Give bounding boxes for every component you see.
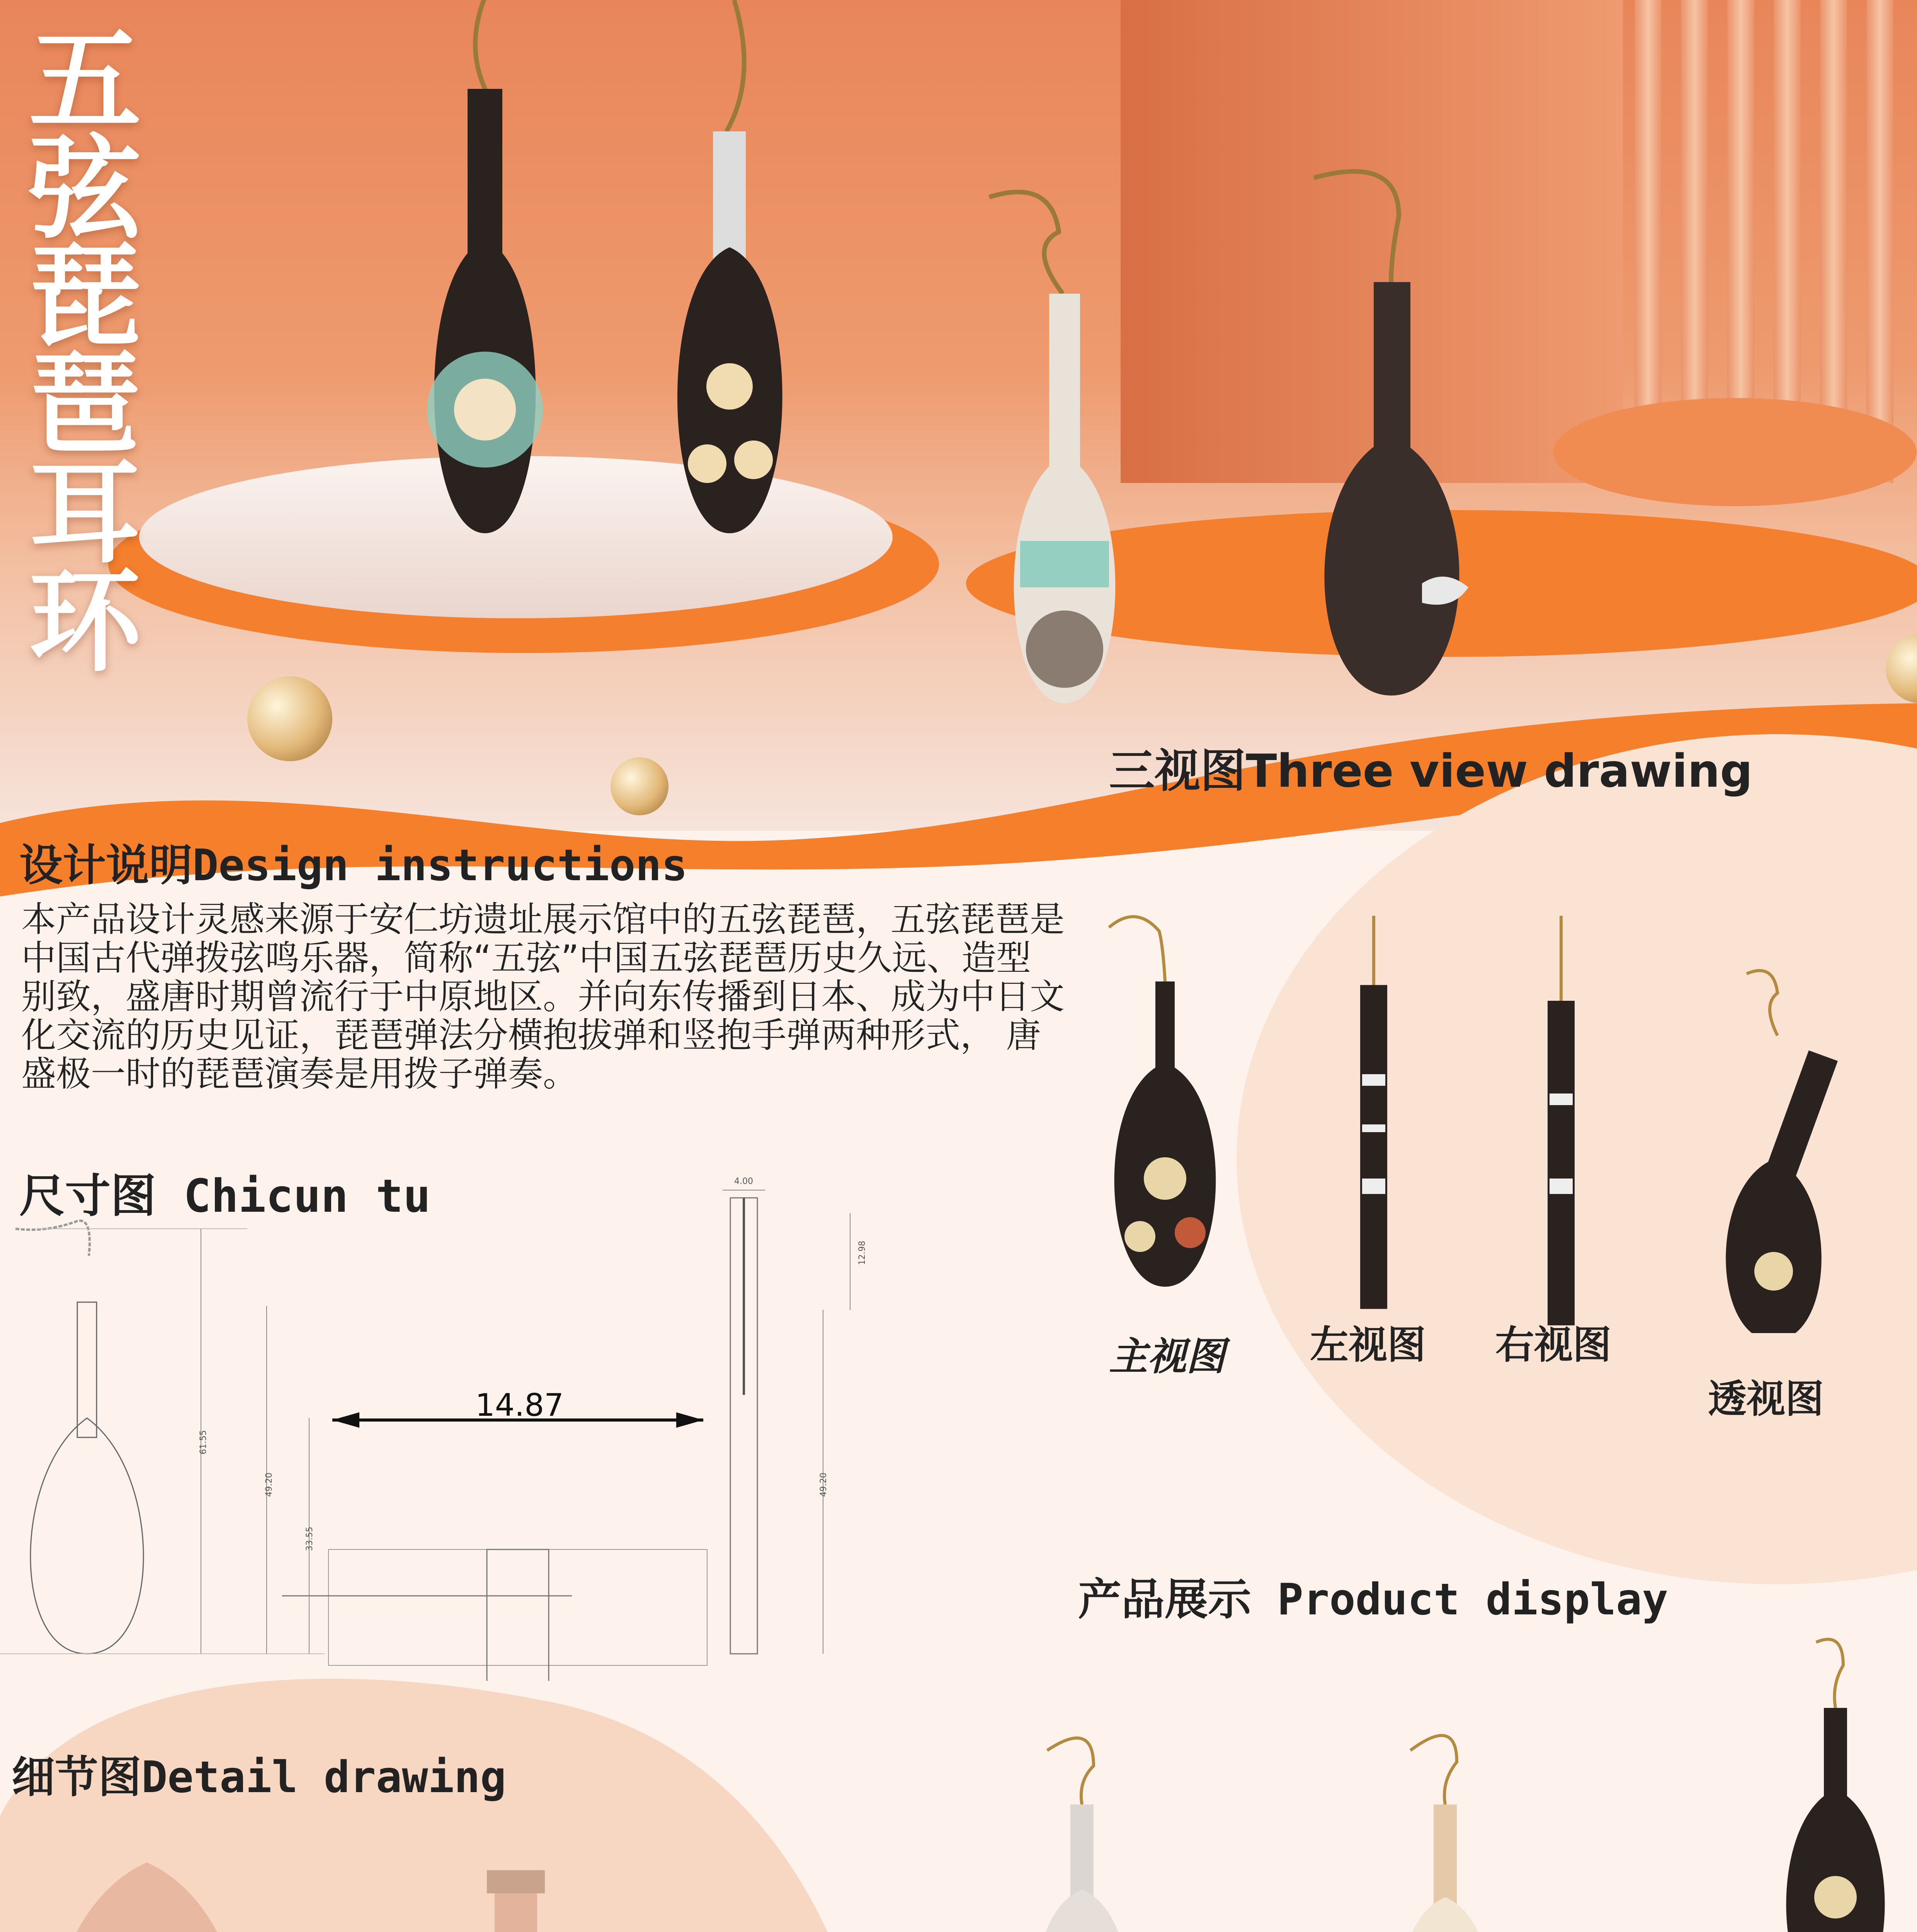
dim-d2: 61.55: [198, 1430, 208, 1454]
size-heading: 尺寸图 Chicun tu: [19, 1169, 431, 1223]
perspective-view-label: 透视图: [1708, 1376, 1824, 1422]
title-char: 琵: [29, 232, 141, 362]
product-heading: 产品展示 Product display: [1078, 1575, 1668, 1625]
left-view-label: 左视图: [1310, 1322, 1426, 1367]
width-dimension-label: 14.87: [475, 1387, 564, 1423]
dim-d1: 12.98: [857, 1241, 867, 1265]
title-char: 耳: [29, 449, 141, 579]
product-display-images: [831, 1634, 1913, 1932]
three-view-heading: 三视图Three view drawing: [1109, 744, 1753, 798]
product-earring-1: [1036, 1738, 1128, 1932]
title-char: 琶: [29, 340, 141, 471]
product-earring-3: [1786, 1639, 1885, 1932]
dimension-drawing: [0, 1179, 927, 1681]
right-view-label: 右视图: [1495, 1322, 1611, 1367]
detail-heading: 细节图Detail drawing: [12, 1752, 507, 1803]
front-view-label: 主视图: [1109, 1334, 1225, 1379]
title-char: 弦: [29, 124, 141, 254]
design-heading: 设计说明Design instructions: [19, 840, 688, 891]
title-char: 环: [29, 557, 141, 687]
product-earring-2: [1399, 1735, 1492, 1932]
title-char: 五: [29, 16, 141, 146]
three-view-images: [1082, 908, 1893, 1333]
dim-d5: 49.20: [818, 1473, 828, 1497]
detail-images: [39, 1855, 657, 1932]
design-description: 本产品设计灵感来源于安仁坊遗址展示馆中的五弦琵琶，五弦琵琶是中国古代弹拨弦鸣乐器，简称“五弦”中国五弦琵琶历史久远、造型别致，盛唐时期曾流行于中原地区。并向东传播到日本、成为中日文化交流的历史见证，琵琶弹法分横抱拔弹和竖抱手弹两种形式， 唐盛极一时的琵琶演奏是用拨子弹奏。: [21, 899, 1065, 1094]
dim-d3: 49.20: [264, 1473, 274, 1497]
dim-top: 4.00: [734, 1177, 753, 1186]
dim-d4: 33.55: [304, 1527, 315, 1551]
